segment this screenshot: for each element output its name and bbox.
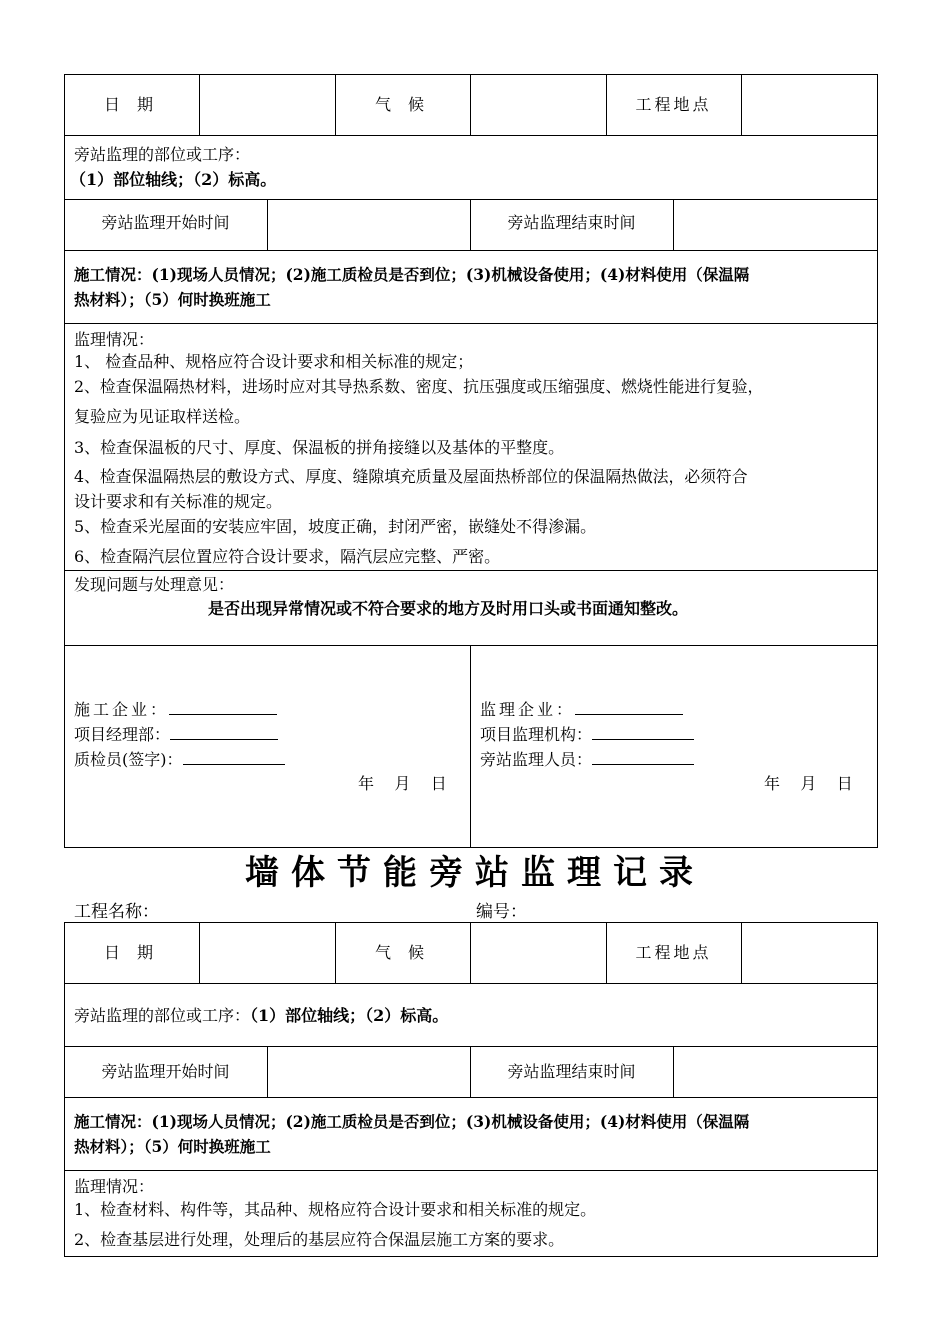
issues-text: 是否出现异常情况或不符合要求的地方及时用口头或书面通知整改。 (208, 599, 689, 618)
number-label: 编号： (476, 902, 527, 922)
construction-line-2: 热材料）；（5）何时换班施工 (74, 290, 271, 309)
supervision-item: 1、检查材料、构件等，其品种、规格应符合设计要求和相关标准的规定。 (74, 1200, 597, 1219)
part-label: 旁站监理的部位或工序： (74, 145, 251, 164)
supervision-org-line[interactable] (592, 725, 694, 740)
issues-label: 发现问题与处理意见： (74, 575, 235, 594)
date-label: 日 期 (103, 95, 160, 114)
start-time-label: 旁站监理开始时间 (101, 213, 230, 232)
location-field[interactable] (742, 75, 877, 134)
page-title: 墙体节能旁站监理记录 (245, 853, 705, 893)
end-time-label: 旁站监理结束时间 (507, 213, 636, 232)
weather-label: 气 候 (374, 95, 431, 114)
supervision-label: 监理情况： (74, 330, 155, 349)
supervision-item: 6、检查隔汽层位置应符合设计要求，隔汽层应完整、严密。 (74, 547, 501, 566)
construction-line-2: 热材料）；（5）何时换班施工 (74, 1137, 271, 1156)
supervisor-person-label: 旁站监理人员： (480, 750, 694, 770)
col-divider (470, 645, 471, 848)
right-sign-date: 年 月 日 (764, 774, 853, 793)
project-manager-label: 项目经理部： (74, 725, 278, 745)
row-divider (64, 983, 878, 984)
end-time-field[interactable] (674, 1047, 877, 1096)
supervision-item: 3、检查保温板的尺寸、厚度、保温板的拼角接缝以及基体的平整度。 (74, 438, 565, 457)
row-divider (64, 1170, 878, 1171)
date-field[interactable] (200, 923, 334, 982)
location-label: 工程地点 (635, 943, 712, 962)
inspector-label: 质检员(签字)： (74, 750, 285, 770)
location-field[interactable] (742, 923, 877, 982)
supervision-item: 1、 检查品种、规格应符合设计要求和相关标准的规定； (74, 352, 474, 371)
row-divider (64, 323, 878, 324)
weather-field[interactable] (471, 75, 605, 134)
construction-line-1: 施工情况：(1)现场人员情况；(2)施工质检员是否到位；(3)机械设备使用；(4)材料使用（保温隔 (74, 265, 750, 284)
end-time-field[interactable] (674, 200, 877, 249)
supervision-company-label: 监理企业： (480, 700, 683, 720)
supervision-item: 4、检查保温隔热层的敷设方式、厚度、缝隙填充质量及屋面热桥部位的保温隔热做法，必须符合 (74, 467, 748, 486)
end-time-label: 旁站监理结束时间 (507, 1062, 636, 1081)
supervision-company-line[interactable] (575, 700, 683, 715)
construction-line-1: 施工情况：(1)现场人员情况；(2)施工质检员是否到位；(3)机械设备使用；(4)材料使用（保温隔 (74, 1112, 750, 1131)
row-divider (64, 135, 878, 136)
supervision-item: 2、检查基层进行处理，处理后的基层应符合保温层施工方案的要求。 (74, 1230, 565, 1249)
row-divider (64, 1097, 878, 1098)
part-detail: （1）部位轴线；（2）标高。 (250, 1006, 449, 1025)
part-label: 旁站监理的部位或工序： (74, 1006, 251, 1025)
supervision-item: 设计要求和有关标准的规定。 (74, 492, 283, 511)
project-manager-line[interactable] (170, 725, 278, 740)
construction-company-line[interactable] (169, 700, 277, 715)
row-divider (64, 250, 878, 251)
weather-field[interactable] (471, 923, 605, 982)
inspector-signature-line[interactable] (183, 750, 285, 765)
weather-label: 气 候 (374, 943, 431, 962)
start-time-field[interactable] (268, 1047, 469, 1096)
date-label: 日 期 (103, 943, 160, 962)
supervision-item: 复验应为见证取样送检。 (74, 407, 251, 426)
row-divider (64, 570, 878, 571)
supervision-item: 5、检查采光屋面的安装应牢固，坡度正确，封闭严密，嵌缝处不得渗漏。 (74, 517, 597, 536)
location-label: 工程地点 (635, 95, 712, 114)
supervision-label: 监理情况： (74, 1177, 155, 1196)
construction-company-label: 施工企业： (74, 700, 277, 720)
supervision-org-label: 项目监理机构： (480, 725, 694, 745)
part-detail: （1）部位轴线；（2）标高。 (70, 170, 277, 189)
project-name-label: 工程名称： (74, 902, 159, 922)
row-divider (64, 645, 878, 646)
supervisor-person-line[interactable] (592, 750, 694, 765)
supervision-item: 2、检查保温隔热材料，进场时应对其导热系数、密度、抗压强度或压缩强度、燃烧性能进行复验， (74, 377, 764, 396)
start-time-field[interactable] (268, 200, 469, 249)
start-time-label: 旁站监理开始时间 (101, 1062, 230, 1081)
date-field[interactable] (200, 75, 334, 134)
part-row (74, 1006, 448, 1026)
left-sign-date: 年 月 日 (358, 774, 447, 793)
